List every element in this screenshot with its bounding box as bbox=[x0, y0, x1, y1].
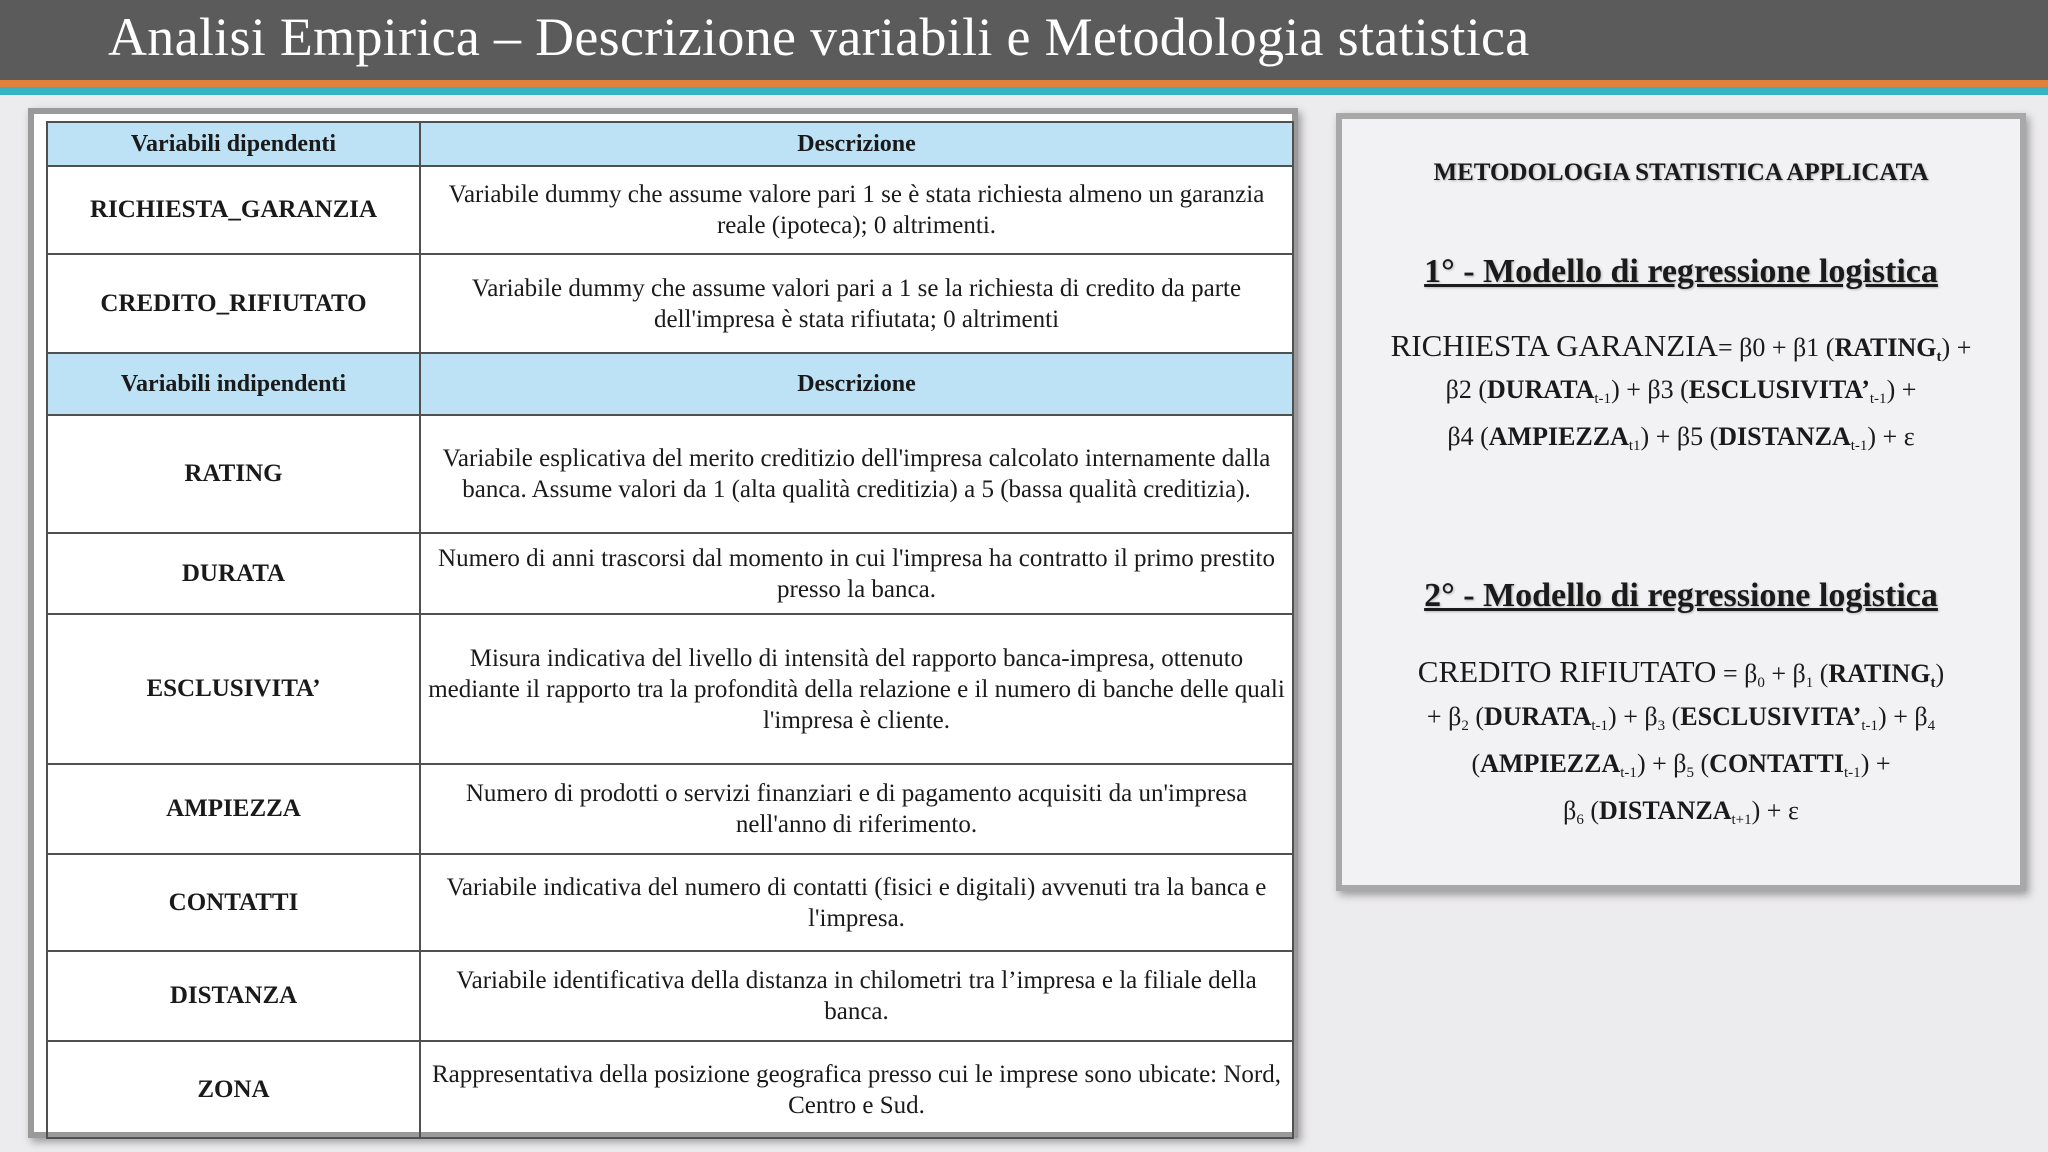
model1-dependent: RICHIESTA GARANZIA bbox=[1390, 328, 1718, 363]
variable-description: Misura indicativa del livello di intensità del rapporto banca-impresa, ottenuto mediante il rapporto tra la profondità della relazione e il numero di banche delle quali l'impresa è cliente. bbox=[420, 614, 1293, 764]
variables-table-panel bbox=[28, 108, 1298, 1138]
slide-title: Analisi Empirica – Descrizione variabili e Metodologia statistica bbox=[108, 7, 1530, 67]
methodology-title: METODOLOGIA STATISTICA APPLICATA bbox=[1433, 159, 1929, 186]
variable-description: Numero di prodotti o servizi finanziari e di pagamento acquisiti da un'impresa nell'anno di riferimento. bbox=[420, 764, 1293, 854]
variable-name: RICHIESTA_GARANZIA bbox=[47, 166, 420, 254]
model1-heading: 1° - Modello di regressione logistica bbox=[1424, 253, 1938, 290]
table-row bbox=[47, 854, 1293, 951]
variable-description: Rappresentativa della posizione geografica presso cui le imprese sono ubicate: Nord, Centro e Sud. bbox=[420, 1041, 1293, 1138]
title-bar bbox=[0, 0, 2048, 80]
variable-description: Variabile dummy che assume valori pari a 1 se la richiesta di credito da parte dell'impresa è stata rifiutata; 0 altrimenti bbox=[420, 254, 1293, 353]
model2-equation-line1: CREDITO RIFIUTATO = $\beta_0 + \beta_1$ $(RATING_t)$ bbox=[1417, 654, 1945, 691]
table-row bbox=[47, 166, 1293, 254]
model1-equation-line1: RICHIESTA GARANZIA= β0 + β1 $(RATING_t)$ + bbox=[1390, 328, 1972, 365]
variable-name: CREDITO_RIFIUTATO bbox=[47, 254, 420, 353]
dependent-header-description: Descrizione bbox=[420, 122, 1293, 166]
model2-equation-line3: $(AMPIEZZA_{t-1}) + \beta_5$ $(CONTATTI_{t-1})$ + bbox=[1471, 749, 1891, 781]
model1-equation-line2: β2 $(DURATA_{t-1}) + \beta 3$ $(ESCLUSIVITA’_{t-1})$ + bbox=[1445, 375, 1917, 407]
variable-name: DURATA bbox=[47, 533, 420, 614]
variable-description: Variabile indicativa del numero di contatti (fisici e digitali) avvenuti tra la banca e l'impresa. bbox=[420, 854, 1293, 951]
variable-name: ESCLUSIVITA’ bbox=[47, 614, 420, 764]
variable-description: Variabile identificativa della distanza in chilometri tra l’impresa e la filiale della banca. bbox=[420, 951, 1293, 1041]
model1-equation-line3: β4 $(AMPIEZZA_{t1}) + \beta 5$ $(DISTANZA_{t-1}) + \varepsilon$ bbox=[1447, 422, 1915, 454]
table-row bbox=[47, 1041, 1293, 1138]
table-row bbox=[47, 614, 1293, 764]
table-row bbox=[47, 415, 1293, 533]
accent-stripe-orange bbox=[0, 80, 2048, 87]
table-row bbox=[47, 254, 1293, 353]
variable-description: Variabile esplicativa del merito creditizio dell'impresa calcolato internamente dalla banca. Assume valori da 1 (alta qualità creditizia) a 5 (bassa qualità creditizia). bbox=[420, 415, 1293, 533]
dependent-header-row bbox=[47, 122, 1293, 166]
model2-equation-line2: + $\beta_2$ $(DURATA_{t-1}) + \beta_3$ $(ESCLUSIVITA’_{t-1}) + \beta_4$ bbox=[1426, 702, 1936, 734]
variables-table bbox=[46, 121, 1294, 1139]
independent-header-row bbox=[47, 353, 1293, 415]
variable-name: ZONA bbox=[47, 1041, 420, 1138]
variable-name: RATING bbox=[47, 415, 420, 533]
model2-equation-line4: $\beta_6$ $(DISTANZA_{t+1}) + \varepsilon$ bbox=[1563, 796, 1799, 828]
table-row bbox=[47, 533, 1293, 614]
table-row bbox=[47, 951, 1293, 1041]
dependent-header-variable: Variabili dipendenti bbox=[47, 122, 420, 166]
variable-description: Variabile dummy che assume valore pari 1 se è stata richiesta almeno un garanzia reale (ipoteca); 0 altrimenti. bbox=[420, 166, 1293, 254]
table-row bbox=[47, 764, 1293, 854]
model2-dependent: CREDITO RIFIUTATO bbox=[1417, 654, 1717, 689]
independent-header-description: Descrizione bbox=[420, 353, 1293, 415]
accent-stripe-teal bbox=[0, 87, 2048, 95]
variable-name: AMPIEZZA bbox=[47, 764, 420, 854]
variable-name: DISTANZA bbox=[47, 951, 420, 1041]
methodology-panel bbox=[1336, 113, 2026, 891]
variable-name: CONTATTI bbox=[47, 854, 420, 951]
model2-heading: 2° - Modello di regressione logistica bbox=[1424, 577, 1938, 614]
independent-header-variable: Variabili indipendenti bbox=[47, 353, 420, 415]
variable-description: Numero di anni trascorsi dal momento in cui l'impresa ha contratto il primo prestito presso la banca. bbox=[420, 533, 1293, 614]
